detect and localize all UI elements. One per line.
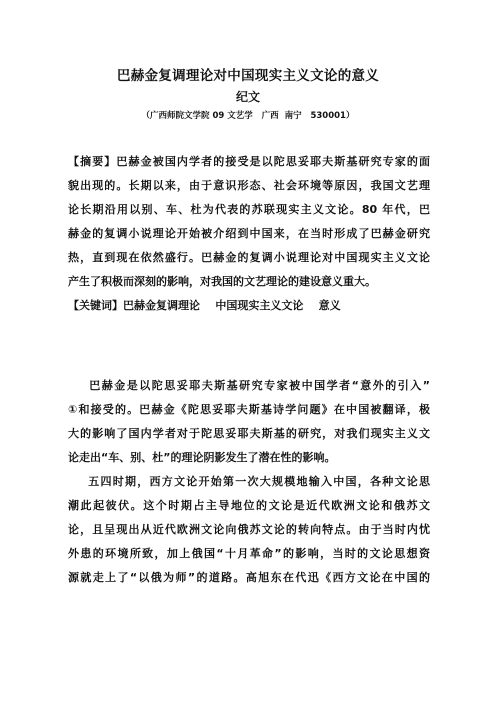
body-line: 巴赫金是以陀思妥耶夫斯基研究专家被中国学者“意外的引入” [68, 379, 430, 392]
abstract-line: 热，直到现在依然盛行。巴赫金的复调小说理论对中国现实主义文论 [68, 251, 430, 264]
body-line: 论，且呈现出从近代欧洲文论向俄苏文论的转向特点。由于当时内忧 [68, 523, 430, 536]
body-line: 论走出“车、别、杜”的理论阴影发生了潜在性的影响。 [68, 451, 336, 464]
abstract-line: 论长期沿用以别、车、杜为代表的苏联现实主义文论。80 年代，巴 [68, 203, 430, 216]
body-line: ①和接受的。巴赫金《陀思妥耶夫斯基诗学问题》在中国被翻译，极 [68, 403, 430, 416]
abstract-line: 【摘要】巴赫金被国内学者的接受是以陀思妥耶夫斯基研究专家的面 [68, 155, 430, 168]
keywords-line: 【关键词】巴赫金复调理论 中国现实主义文论 意义 [68, 299, 341, 312]
body-line: 潮此起彼伏。这个时期占主导地位的文论是近代欧洲文论和俄苏文 [68, 499, 430, 512]
abstract-line: 赫金的复调小说理论开始被介绍到中国来，在当时形成了巴赫金研究 [68, 227, 430, 240]
body-line: 五四时期，西方文论开始第一次大规模地输入中国，各种文论思 [68, 475, 430, 488]
paper-author: 纪文 [235, 90, 260, 104]
author-affiliation: （广西师院文学院 09 文艺学 广西 南宁 530001） [141, 111, 355, 121]
body-line: 外患的环境所致，加上俄国“十月革命”的影响，当时的文论思想资 [68, 547, 430, 560]
paper-title: 巴赫金复调理论对中国现实主义文论的意义 [116, 68, 380, 84]
abstract-line: 貌出现的。长期以来，由于意识形态、社会环境等原因，我国文艺理 [68, 179, 430, 192]
body-line: 大的影响了国内学者对于陀思妥耶夫斯基的研究，对我们现实主义文 [68, 427, 430, 440]
abstract-line: 产生了积极而深刻的影响，对我国的文艺理论的建设意义重大。 [68, 275, 376, 288]
body-line: 源就走上了“以俄为师”的道路。高旭东在代迅《西方文论在中国的 [68, 571, 430, 584]
